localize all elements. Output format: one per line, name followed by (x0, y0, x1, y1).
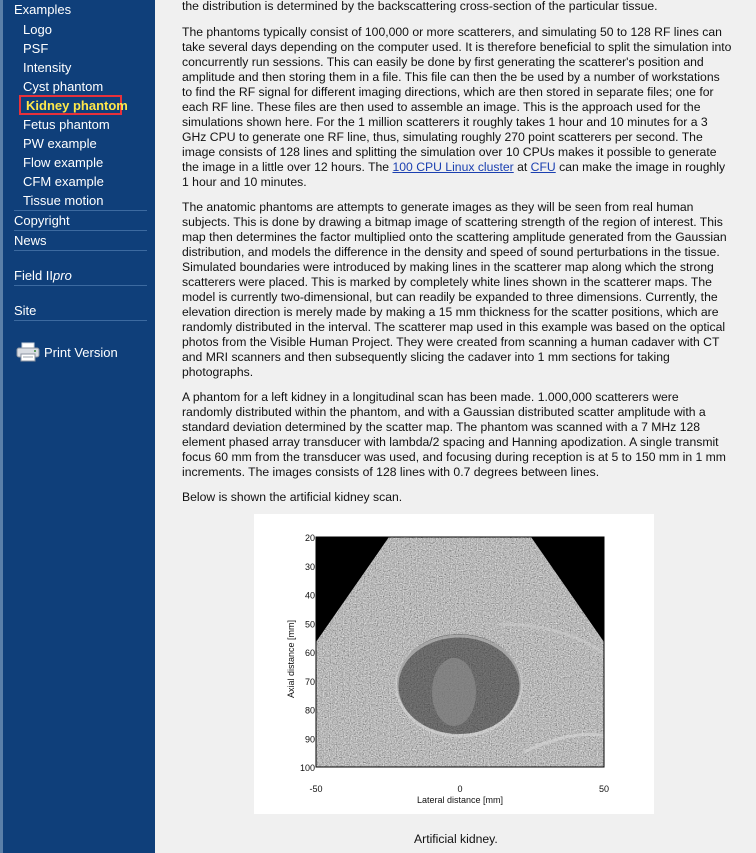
print-version-link[interactable] (16, 342, 118, 362)
sidebar-item-news[interactable]: News (14, 233, 47, 248)
x-axis-ticks (309, 784, 609, 794)
sidebar-item-field-ii-pro[interactable] (14, 268, 72, 283)
kidney-scan-plot (254, 514, 654, 814)
sidebar-divider (14, 230, 147, 231)
figure-caption: Artificial kidney. (414, 832, 498, 846)
paragraph-scan-intro: Below is shown the artificial kidney scan. (182, 490, 403, 504)
sidebar-item-copyright[interactable]: Copyright (14, 213, 70, 228)
y-tick-80: 80 (304, 705, 315, 716)
y-axis-ticks (300, 533, 315, 773)
y-tick-30: 30 (304, 561, 315, 572)
sidebar-item-cfm-example[interactable]: CFM example (23, 174, 104, 189)
cpu-cluster-link[interactable]: 100 CPU Linux cluster (392, 160, 514, 174)
sidebar-divider (14, 320, 147, 321)
paragraph-simulation (182, 25, 732, 190)
kidney-scan-figure (254, 514, 654, 814)
y-tick-50: 50 (304, 619, 315, 630)
y-tick-90: 90 (304, 734, 315, 745)
print-version-label: Print Version (44, 344, 118, 360)
sidebar-item-intensity[interactable]: Intensity (23, 60, 72, 75)
sidebar-divider (14, 210, 147, 211)
x-tick-50: 50 (598, 784, 610, 794)
paragraph-kidney-phantom: A phantom for a left kidney in a longitudinal scan has been made. 1.000,000 scatterers were randomly distributed within the phantom, and with a Gaussian distributed scatter amplitude with a standard deviation determined by the scatter map. The phantom was scanned with a 7 MHz 128 element phased array transducer with lambda/2 spacing and Hanning apodization. A single transmit focus 60 mm from the transducer was used, and focusing during reception is at 5 to 150 mm in 1 mm increments. The images consists of 128 lines with 0.7 degrees between lines. (182, 390, 726, 479)
renal-sinus (432, 658, 476, 726)
x-tick-0: 0 (457, 784, 463, 794)
sidebar-section-examples[interactable]: Examples (14, 2, 72, 17)
printer-icon (16, 342, 40, 362)
y-tick-60: 60 (304, 648, 315, 658)
y-tick-100: 100 (299, 763, 315, 773)
sidebar-item-pw-example[interactable]: PW example (23, 136, 97, 151)
sidebar-divider (14, 285, 147, 286)
sidebar (0, 0, 155, 853)
paragraph-intro-tail: the distribution is determined by the backscattering cross-section of the particular tissue. (182, 0, 658, 13)
paragraph-simulation-text: The phantoms typically consist of 100,000 or more scatterers, and simulating 50 to 128 RF lines can take several days depending on the computer used. It is therefore beneficial to split the simulation into concurrently run sessions. This can easily be done by first generating the scatterer's position and amplitude and then storing them in a file. This file can then the be used by a number of workstations to find the RF signal for different imaging directions, which are then stored in separate files; one for each RF line. These files are then used to assemble an image. This is the approach used for the simulations shown here. For the 1 million scatterers it roughly takes 1 hour and 10 minutes for a 3 GHz CPU to generate one RF line, thus, simulating roughly 270 point scatterers per second. The image consists of 128 lines and splitting the simulation over 10 CPUs makes it possible to generate the image in a little over 12 hours. The (182, 25, 732, 174)
x-tick-neg50: -50 (309, 784, 323, 794)
x-axis-label: Lateral distance [mm] (416, 795, 504, 805)
cfu-link[interactable]: CFU (530, 160, 556, 174)
sidebar-item-fetus-phantom[interactable]: Fetus phantom (23, 117, 110, 132)
sidebar-item-logo[interactable]: Logo (23, 22, 52, 37)
field-ii-pro-suffix: pro (53, 268, 72, 283)
y-axis-label: Axial distance [mm] (286, 619, 296, 699)
paragraph-simulation-end: can make the image in roughly 1 hour and 10 minutes. (182, 160, 726, 189)
paragraph-simulation-at: at (513, 160, 531, 174)
sidebar-divider (14, 250, 147, 251)
sidebar-item-site[interactable]: Site (14, 303, 37, 318)
sidebar-item-flow-example[interactable]: Flow example (23, 155, 104, 170)
sidebar-item-cyst-phantom[interactable]: Cyst phantom (23, 79, 104, 94)
sidebar-item-tissue-motion[interactable]: Tissue motion (23, 193, 104, 208)
sidebar-item-psf[interactable]: PSF (23, 41, 49, 56)
y-tick-20: 20 (304, 533, 315, 543)
y-tick-70: 70 (304, 676, 315, 687)
y-tick-40: 40 (304, 590, 315, 601)
paragraph-anatomic-phantoms: The anatomic phantoms are attempts to generate images as they will be seen from real human subjects. This is done by drawing a bitmap image of scattering strength of the region of interest. This map then determines the factor multiplied onto the scattering amplitude generated from the Gaussian distribution, and models the difference in the density and speed of sound perturbations in the tissue. Simulated boundaries were introduced by making lines in the scatterer map along which the strong scatterers were placed. This is marked by completely white lines shown in the scatterer maps. The model is currently two-dimensional, but can readily be expanded to three dimensions. Currently, the elevation direction is merely made by making a 15 mm thickness for the scatter positions, which are randomly distributed in the interval. The scatterer map used in this example was based on the optical photos from the Visible Human Project. They were created from scanning a human cadaver with CT and MRI scanners and then subsequently slicing the cadaver into 1 mm sections for taking photographs. (182, 200, 727, 379)
sidebar-item-kidney-phantom[interactable]: Kidney phantom (19, 95, 122, 115)
field-ii-label: Field II (14, 268, 54, 283)
